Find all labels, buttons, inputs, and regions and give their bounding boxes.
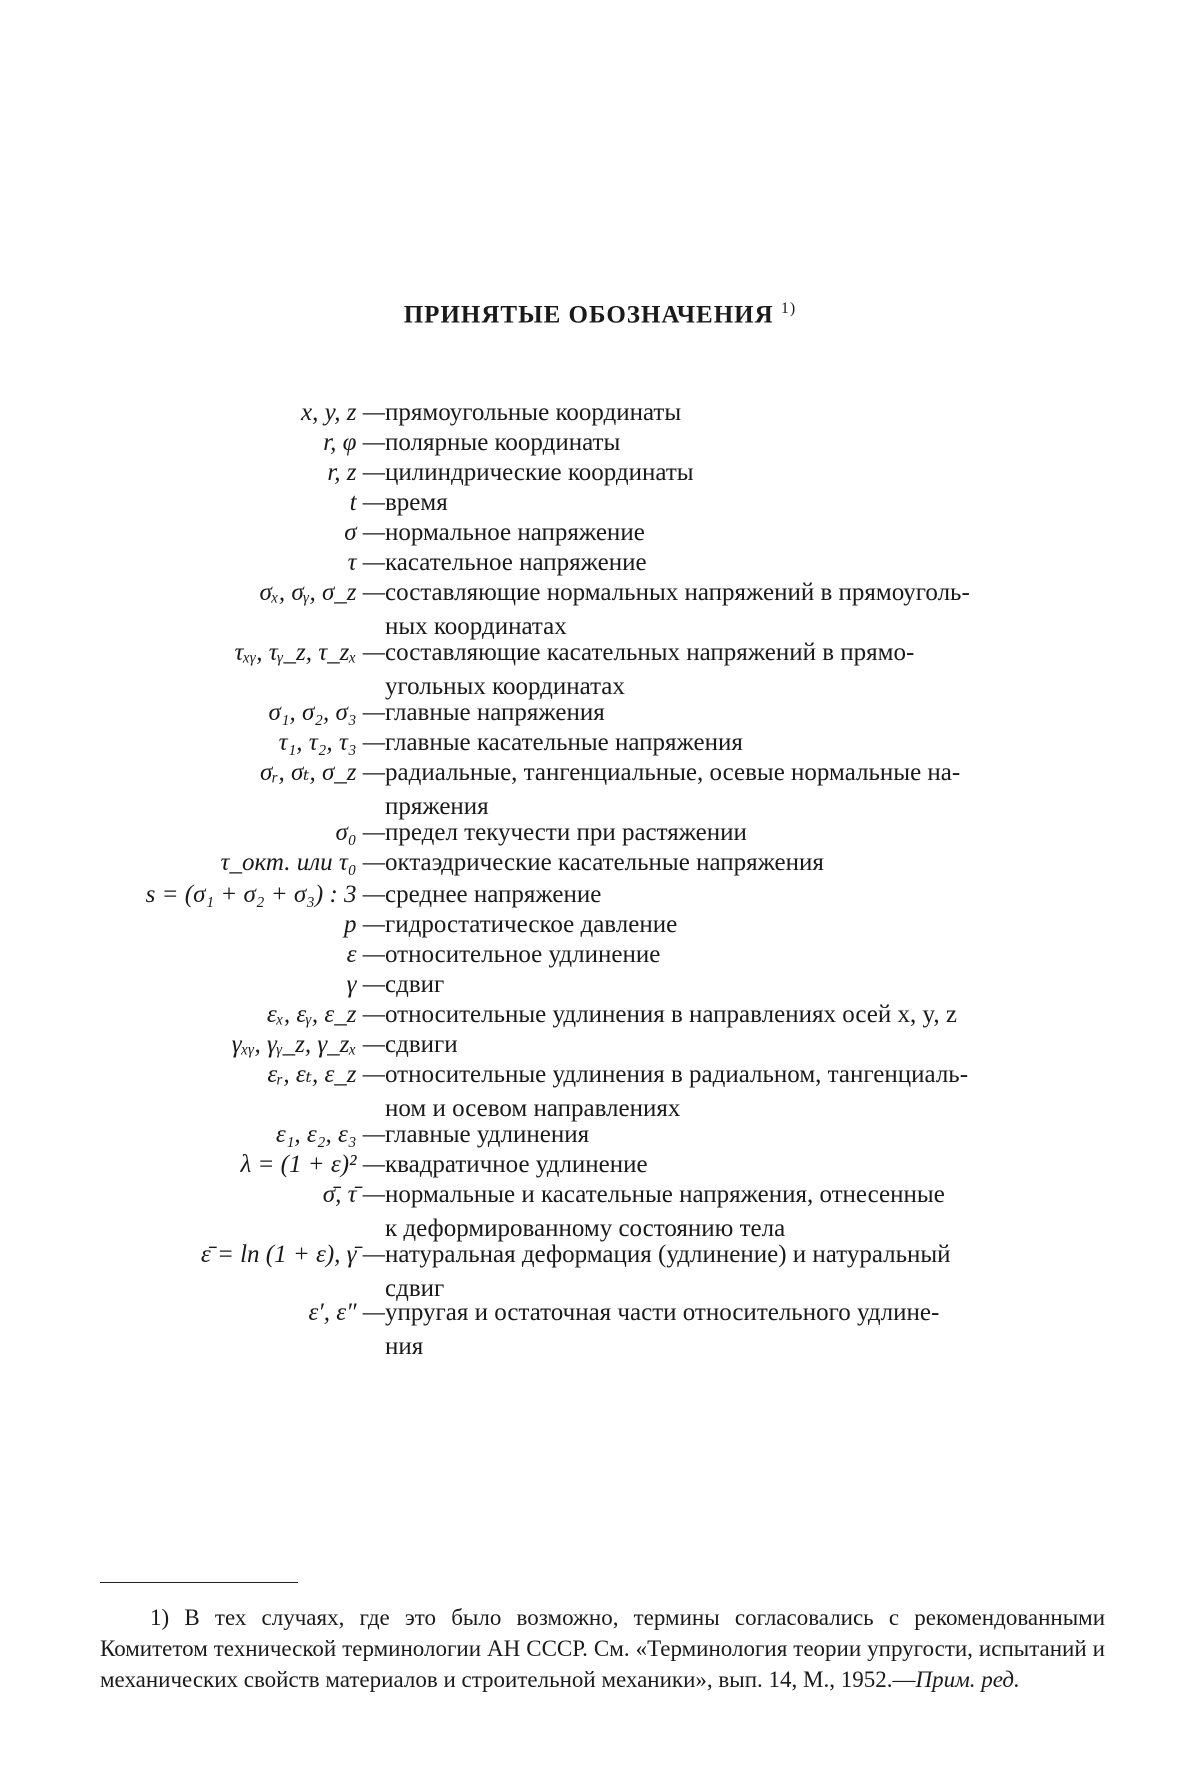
notation-symbol: ε′, ε″ — (308, 1299, 385, 1326)
notation-description-line: среднее напряжение (385, 881, 602, 908)
notation-description-line: квадратичное удлинение (385, 1151, 648, 1178)
notation-description (385, 1178, 1105, 1246)
notation-description-line: радиальные, тангенциальные, осевые нормальные на- (385, 759, 961, 786)
notation-description-continuation: ном и осевом направлениях (385, 1095, 681, 1122)
notation-description (385, 456, 1105, 490)
notation-description-line: нормальные и касательные напряжения, отнесенные (385, 1181, 945, 1208)
notation-symbol: τ — (347, 549, 385, 576)
notation-description-line: главные удлинения (385, 1121, 590, 1148)
notation-description (385, 486, 1105, 520)
notation-description-line: прямоугольные координаты (385, 399, 682, 426)
notation-description (385, 1296, 1105, 1364)
notation-symbol: τₓᵧ, τᵧ_z, τ_zₓ — (234, 639, 385, 666)
notation-symbol: σ₀ — (335, 819, 385, 846)
notation-symbol: σ̄, τ̄ — (322, 1181, 385, 1208)
notation-description-line: составляющие нормальных напряжений в прямоуголь- (385, 579, 970, 606)
notation-description-line: касательное напряжение (385, 549, 647, 576)
footnote-mark: 1) (150, 1605, 170, 1630)
notation-description-line: упругая и остаточная части относительного удлине- (385, 1299, 940, 1326)
notation-description-line: октаэдрические касательные напряжения (385, 849, 824, 876)
notation-description-line: цилиндрические координаты (385, 459, 694, 486)
notation-description (385, 636, 1105, 704)
notation-description-line: относительное удлинение (385, 941, 661, 968)
notation-description-line: предел текучести при растяжении (385, 819, 747, 846)
notation-symbol: σᵣ, σₜ, σ_z — (259, 759, 385, 786)
notation-symbol: εᵣ, εₜ, ε_z — (267, 1061, 385, 1088)
notation-symbol: γ — (346, 971, 385, 998)
notation-description (385, 426, 1105, 460)
notation-description-line: составляющие касательных напряжений в прямо- (385, 639, 915, 666)
notation-symbol: p — (344, 911, 385, 938)
notation-description-line: относительные удлинения в радиальном, тангенциаль- (385, 1061, 969, 1088)
notation-description (385, 908, 1105, 942)
notation-description-continuation: ния (385, 1333, 424, 1360)
notation-description-line: натуральная деформация (удлинение) и натуральный (385, 1241, 951, 1268)
notation-symbol: τ₁, τ₂, τ₃ — (278, 729, 385, 756)
notation-description (385, 938, 1105, 972)
notation-description-continuation: к деформированному состоянию тела (385, 1215, 786, 1242)
notation-description-continuation: сдвиг (385, 1275, 445, 1302)
notation-description-continuation: пряжения (385, 793, 489, 820)
notation-symbol: t — (349, 489, 385, 516)
notation-symbol: s = (σ₁ + σ₂ + σ₃) : 3 — (145, 881, 385, 908)
notation-description-line: главные напряжения (385, 699, 605, 726)
notation-symbol: r, φ — (323, 429, 385, 456)
title-text: ПРИНЯТЫЕ ОБОЗНАЧЕНИЯ (403, 301, 774, 329)
notation-description-line: гидростатическое давление (385, 911, 678, 938)
notation-symbol: σ — (344, 519, 385, 546)
notation-description (385, 846, 1105, 880)
notation-symbol: σ₁, σ₂, σ₃ — (268, 699, 385, 726)
notation-symbol: x, y, z — (300, 399, 385, 426)
notation-description-line: сдвиги (385, 1031, 458, 1058)
notation-description (385, 968, 1105, 1002)
notation-description (385, 1118, 1105, 1152)
notation-description-line: полярные координаты (385, 429, 621, 456)
notation-description (385, 1058, 1105, 1126)
notation-symbol: λ = (1 + ε)² — (240, 1151, 385, 1178)
notation-description (385, 546, 1105, 580)
notation-description (385, 576, 1105, 644)
notation-description-continuation: ных координатах (385, 613, 567, 640)
notation-symbol: ε — (346, 941, 385, 968)
notation-symbol: εₓ, εᵧ, ε_z — (266, 1001, 385, 1028)
notation-description-line: главные касательные напряжения (385, 729, 743, 756)
notation-symbol: r, z — (327, 459, 385, 486)
footnote-editor-note: Прим. ред. (915, 1667, 1020, 1692)
notation-description (385, 696, 1105, 730)
notation-description (385, 396, 1105, 430)
footnote-divider (100, 1582, 298, 1583)
notation-description-continuation: угольных координатах (385, 673, 625, 700)
notation-description (385, 726, 1105, 760)
footnote (100, 1602, 1105, 1695)
notation-symbol: ε̄ = ln (1 + ε), γ̄ — (200, 1241, 385, 1268)
notation-description (385, 816, 1105, 850)
notation-description (385, 878, 1105, 912)
notation-symbol: ε₁, ε₂, ε₃ — (275, 1121, 385, 1148)
notation-description (385, 516, 1105, 550)
page-title (0, 300, 1200, 329)
footnote-text: В тех случаях, где это было возможно, термины согласовались с рекомендованными Комитетом технической терминологии АН СССР. См. «Терминология теории упругости, испытаний и механических свойств материалов и строительной механики», вып. 14, М., 1952.— (100, 1605, 1106, 1692)
notation-symbol: σₓ, σᵧ, σ_z — (259, 579, 385, 606)
notation-symbol: τ_окт. или τ₀ — (220, 849, 385, 876)
notation-description (385, 1148, 1105, 1182)
notation-description-line: время (385, 489, 448, 516)
notation-description-line: относительные удлинения в направлениях осей x, y, z (385, 1001, 957, 1028)
notation-description (385, 756, 1105, 824)
title-footnote-ref: 1) (780, 300, 797, 317)
notation-description-line: сдвиг (385, 971, 445, 998)
notation-description (385, 998, 1105, 1032)
notation-description (385, 1028, 1105, 1062)
notation-description-line: нормальное напряжение (385, 519, 645, 546)
notation-symbol: γₓᵧ, γᵧ_z, γ_zₓ — (231, 1031, 385, 1058)
